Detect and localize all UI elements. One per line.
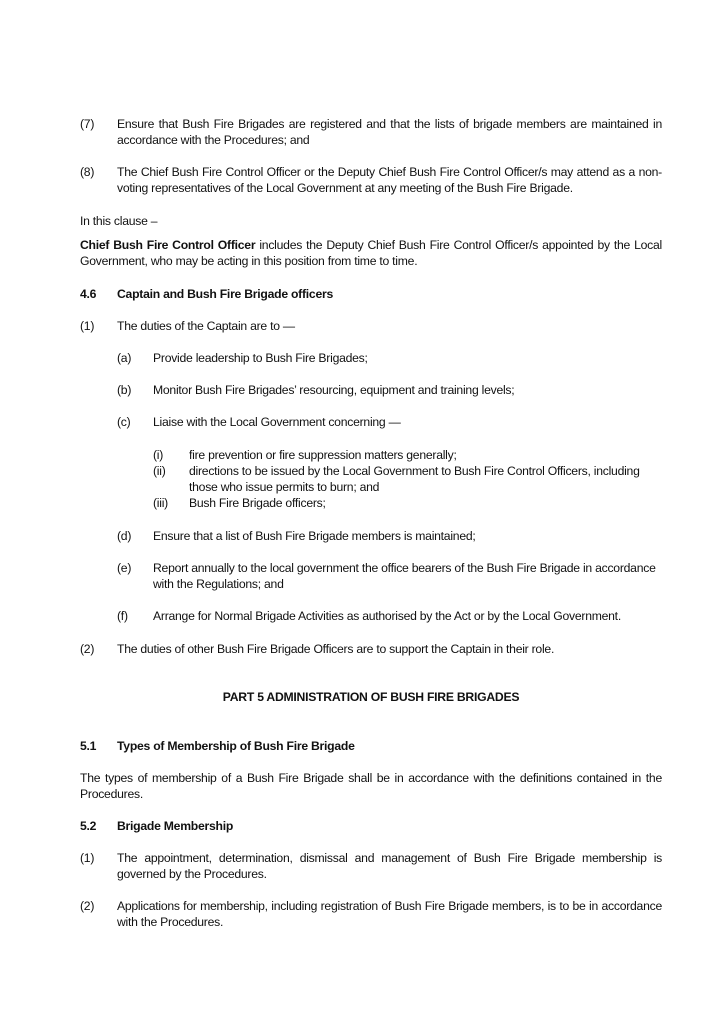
list-item-text: Report annually to the local government the office bearers of the Bush Fire Brigade in accordance with the Regulations; and <box>153 561 656 591</box>
list-item-text: Monitor Bush Fire Brigades’ resourcing, equipment and training levels; <box>153 383 515 397</box>
in-this-clause-label: In this clause – <box>80 214 158 228</box>
membership-item-text: Applications for membership, including registration of Bush Fire Brigade members, is to be in accordance with the Procedures. <box>117 899 662 929</box>
list-item-number: (c) <box>117 415 131 429</box>
definition-text: includes the Deputy Chief Bush Fire Control Officer/s appointed by the Local Government, who may be acting in this position from time to time. <box>80 238 662 268</box>
duties-other-text: The duties of other Bush Fire Brigade Officers are to support the Captain in their role. <box>117 642 555 656</box>
section-5-2-title: Brigade Membership <box>117 819 234 833</box>
section-5-1-title: Types of Membership of Bush Fire Brigade <box>117 739 355 753</box>
clause-7-text: Ensure that Bush Fire Brigades are registered and that the lists of brigade members are maintained in accordance with the Procedures; and <box>117 117 662 147</box>
part-5-heading: PART 5 ADMINISTRATION OF BUSH FIRE BRIGADES <box>222 690 520 704</box>
list-item-text: Liaise with the Local Government concerning — <box>153 415 401 429</box>
clause-8-number: (8) <box>80 165 95 179</box>
membership-item-text: The appointment, determination, dismissal and management of Bush Fire Brigade membership is governed by the Procedures. <box>117 851 662 881</box>
list-item-number: (e) <box>117 561 132 575</box>
sub-item-number: (iii) <box>153 496 168 510</box>
sub-item-text: directions to be issued by the Local Government to Bush Fire Control Officers, including those who issue permits to burn; and <box>189 464 640 494</box>
membership-item-number: (1) <box>80 851 95 865</box>
section-5-1-text: The types of membership of a Bush Fire Brigade shall be in accordance with the definitions contained in the Procedures. <box>80 771 662 801</box>
section-5-2-number: 5.2 <box>80 819 97 833</box>
duties-other-number: (2) <box>80 642 95 656</box>
definition-term: Chief Bush Fire Control Officer <box>80 238 256 252</box>
sub-item-text: fire prevention or fire suppression matters generally; <box>189 448 457 462</box>
list-item-number: (b) <box>117 383 132 397</box>
membership-item-number: (2) <box>80 899 95 913</box>
definition-paragraph <box>80 237 662 269</box>
list-item-text: Arrange for Normal Brigade Activities as authorised by the Act or by the Local Government. <box>153 609 621 623</box>
sub-item-number: (i) <box>153 448 164 462</box>
section-4-6-title: Captain and Bush Fire Brigade officers <box>117 287 334 301</box>
list-item-number: (d) <box>117 529 132 543</box>
clause-8-text: The Chief Bush Fire Control Officer or the Deputy Chief Bush Fire Control Officer/s may attend as a non-voting representatives of the Local Government at any meeting of the Bush Fire Brigade. <box>117 165 662 195</box>
list-item-text: Provide leadership to Bush Fire Brigades; <box>153 351 368 365</box>
duties-captain-text: The duties of the Captain are to — <box>117 319 295 333</box>
clause-7-number: (7) <box>80 117 95 131</box>
list-item-text: Ensure that a list of Bush Fire Brigade members is maintained; <box>153 529 476 543</box>
sub-item-number: (ii) <box>153 464 166 478</box>
list-item-number: (a) <box>117 351 132 365</box>
duties-captain-number: (1) <box>80 319 95 333</box>
list-item-number: (f) <box>117 609 128 623</box>
section-4-6-number: 4.6 <box>80 287 97 301</box>
section-5-1-number: 5.1 <box>80 739 97 753</box>
sub-item-text: Bush Fire Brigade officers; <box>189 496 326 510</box>
